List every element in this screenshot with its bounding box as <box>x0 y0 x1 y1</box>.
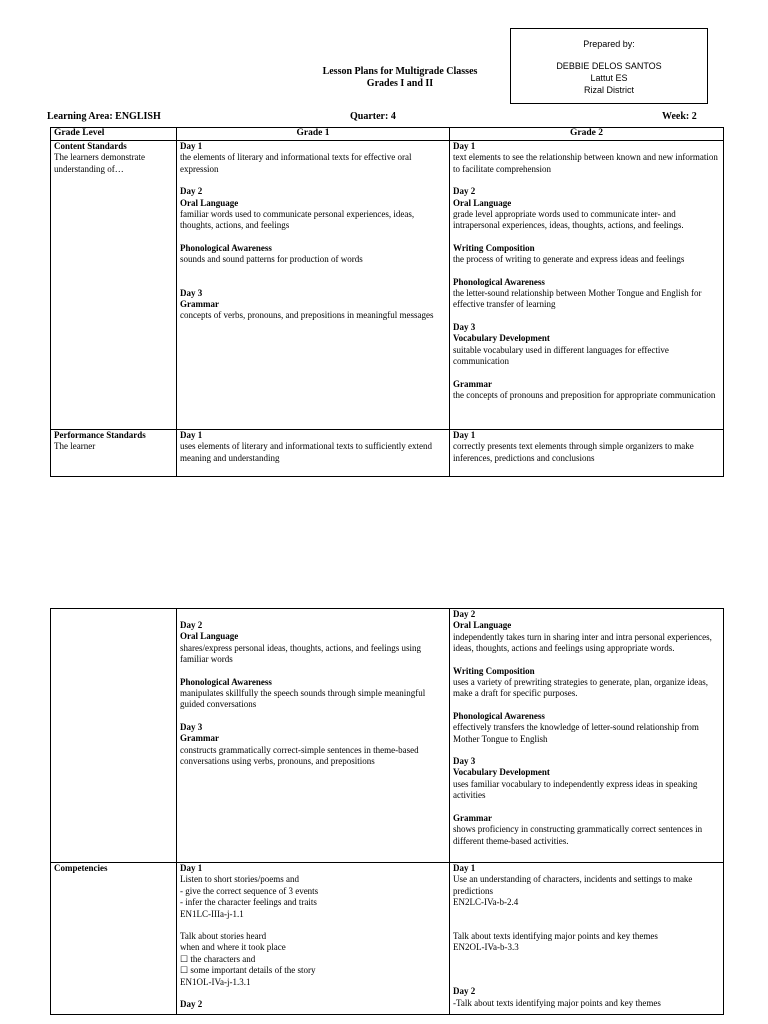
day-label: Day 1 <box>453 141 476 151</box>
day-label: Day 2 <box>180 999 203 1010</box>
standard-text: shares/express personal ideas, thoughts, actions, and feelings using familiar words <box>180 642 421 665</box>
day-label: Day 1 <box>453 863 476 873</box>
competency-text: Talk about stories heard <box>180 931 267 942</box>
competency-code: EN2OL-IVa-b-3.3 <box>453 942 519 953</box>
day-label: Day 2 <box>453 186 476 197</box>
header-grade-level: Grade Level <box>51 128 177 141</box>
standard-text: uses a variety of prewriting strategies to generate, plan, organize ideas, make a draft for specific purposes. <box>453 677 708 699</box>
quarter: Quarter: 4 <box>350 111 396 122</box>
standard-text: text elements to see the relationship between known and new information to facilitate comprehension <box>453 152 718 174</box>
lesson-plan-table-1 <box>50 127 724 477</box>
standard-text: uses elements of literary and informational texts to sufficiently extend meaning and understanding <box>180 441 433 463</box>
checkbox-icon: ☐ <box>180 965 189 976</box>
standard-text: suitable vocabulary used in different languages for effective communication <box>453 344 669 367</box>
content-grade2-cell <box>450 141 724 430</box>
week: Week: 2 <box>662 111 697 122</box>
competency-text: Use an understanding of characters, incidents and settings to make predictions <box>453 874 693 896</box>
standard-text: familiar words used to communicate personal experiences, ideas, thoughts, actions, and feelings <box>180 209 415 231</box>
standard-text: uses familiar vocabulary to independently express ideas in speaking activities <box>453 778 698 801</box>
prepared-by-label: Prepared by: <box>583 39 635 49</box>
standard-text: grade level appropriate words used to communicate inter- and intrapersonal experiences, ideas, thoughts, actions, and feelings. <box>453 209 684 231</box>
table-row-performance-standards <box>51 430 724 477</box>
day-label: Day 1 <box>180 141 203 151</box>
table-header-row <box>51 128 724 141</box>
preparer-school: Lattut ES <box>590 73 628 83</box>
competency-text: Talk about texts identifying major points and key themes <box>453 930 658 941</box>
performance-cont-grade2-cell <box>450 609 724 863</box>
topic-heading: Vocabulary Development <box>453 333 550 344</box>
preparer-district: Rizal District <box>583 85 634 95</box>
performance-standards-desc: The learner <box>54 441 96 452</box>
topic-heading: Oral Language <box>453 197 512 208</box>
competency-text: - infer the character feelings and traits <box>180 897 317 908</box>
content-standards-desc: The learners demonstrate understanding of… <box>54 152 145 174</box>
standard-text: the elements of literary and informational texts for effective oral expression <box>180 152 412 174</box>
topic-heading: Oral Language <box>180 197 239 208</box>
content-grade1-cell <box>177 141 450 430</box>
day-label: Day 2 <box>180 186 203 197</box>
standard-text: concepts of verbs, pronouns, and prepositions in meaningful messages <box>180 310 434 321</box>
standard-text: independently takes turn in sharing inter and intra personal experiences, ideas, thoughts, actions and feelings using appropriate words. <box>453 631 712 654</box>
competency-bullet-line <box>180 965 446 976</box>
day-label: Day 3 <box>180 287 203 298</box>
standard-text: shows proficiency in constructing grammatically correct sentences in different theme-based activities. <box>453 824 703 846</box>
checkbox-icon: ☐ <box>180 953 189 964</box>
competency-text: - give the correct sequence of 3 events <box>180 885 319 896</box>
standard-text: the concepts of pronouns and preposition for appropriate communication <box>453 389 716 400</box>
day-label: Day 2 <box>453 609 476 619</box>
day-label: Day 3 <box>453 321 476 332</box>
standard-text: manipulates skillfully the speech sounds through simple meaningful guided conversations <box>180 688 426 710</box>
day-label: Day 3 <box>180 721 203 732</box>
performance-standards-cell <box>51 430 177 477</box>
header-grade-1: Grade 1 <box>177 128 450 141</box>
standard-text: the letter-sound relationship between Mother Tongue and English for effective transfer of learning <box>453 288 702 310</box>
competency-text: the characters and <box>188 953 256 964</box>
title-line-2: Grades I and II <box>366 78 434 89</box>
competency-code: EN1OL-IVa-j-1.3.1 <box>180 976 251 987</box>
day-label: Day 1 <box>180 863 203 873</box>
title-line-1: Lesson Plans for Multigrade Classes <box>322 66 478 77</box>
standard-text: effectively transfers the knowledge of letter-sound relationship from Mother Tongue to English <box>453 722 699 744</box>
competency-text: when and where it took place <box>180 942 286 953</box>
competencies-grade1-cell <box>177 863 450 1015</box>
header-grade-2: Grade 2 <box>450 128 724 141</box>
lesson-plan-table-2 <box>50 608 724 1015</box>
performance-grade1-cell <box>177 430 450 477</box>
topic-heading: Writing Composition <box>453 665 535 676</box>
topic-heading: Phonological Awareness <box>180 676 272 687</box>
topic-heading: Phonological Awareness <box>453 276 545 287</box>
standard-text: the process of writing to generate and express ideas and feelings <box>453 254 685 265</box>
content-standards-cell <box>51 141 177 430</box>
topic-heading: Grammar <box>453 378 492 389</box>
topic-heading: Grammar <box>453 812 492 823</box>
standard-text: constructs grammatically correct-simple sentences in theme-based conversations using verbs, pronouns, and prepositions <box>180 744 419 767</box>
competency-text: Listen to short stories/poems and <box>180 874 299 885</box>
topic-heading: Phonological Awareness <box>180 242 272 253</box>
competency-bullet-line <box>180 954 446 965</box>
topic-heading: Phonological Awareness <box>453 710 545 721</box>
topic-heading: Oral Language <box>180 631 239 642</box>
competencies-grade2-cell <box>450 863 724 1015</box>
topic-heading: Grammar <box>180 299 219 310</box>
topic-heading: Grammar <box>180 733 219 744</box>
standard-text: sounds and sound patterns for production of words <box>180 254 363 265</box>
topic-heading: Oral Language <box>453 620 512 631</box>
performance-standards-label: Performance Standards <box>54 430 146 440</box>
topic-heading: Vocabulary Development <box>453 767 550 778</box>
table-row-content-standards <box>51 141 724 430</box>
performance-grade2-cell <box>450 430 724 477</box>
learning-area: Learning Area: ENGLISH <box>47 111 161 122</box>
competency-text: -Talk about texts identifying major points and key themes <box>453 997 661 1008</box>
competencies-cell <box>51 863 177 1015</box>
day-label: Day 3 <box>453 756 476 767</box>
day-label: Day 1 <box>180 430 203 440</box>
document-title <box>290 66 510 90</box>
preparer-name: DEBBIE DELOS SANTOS <box>556 61 662 71</box>
competency-code: EN1LC-IIIa-j-1.1 <box>180 908 244 919</box>
day-label: Day 2 <box>180 620 203 630</box>
day-label: Day 2 <box>453 986 476 997</box>
day-label: Day 1 <box>453 430 476 440</box>
content-standards-label: Content Standards <box>54 141 127 151</box>
prepared-by-box <box>510 28 708 104</box>
competencies-label: Competencies <box>54 863 108 873</box>
competency-code: EN2LC-IVa-b-2.4 <box>453 897 519 908</box>
table-row-competencies <box>51 863 724 1015</box>
table-row-performance-continued <box>51 609 724 863</box>
performance-cont-grade1-cell <box>177 609 450 863</box>
topic-heading: Writing Composition <box>453 242 535 253</box>
competency-text: some important details of the story <box>188 965 316 976</box>
performance-continued-cell <box>51 609 177 863</box>
standard-text: correctly presents text elements through simple organizers to make inferences, predictions and conclusions <box>453 441 694 463</box>
